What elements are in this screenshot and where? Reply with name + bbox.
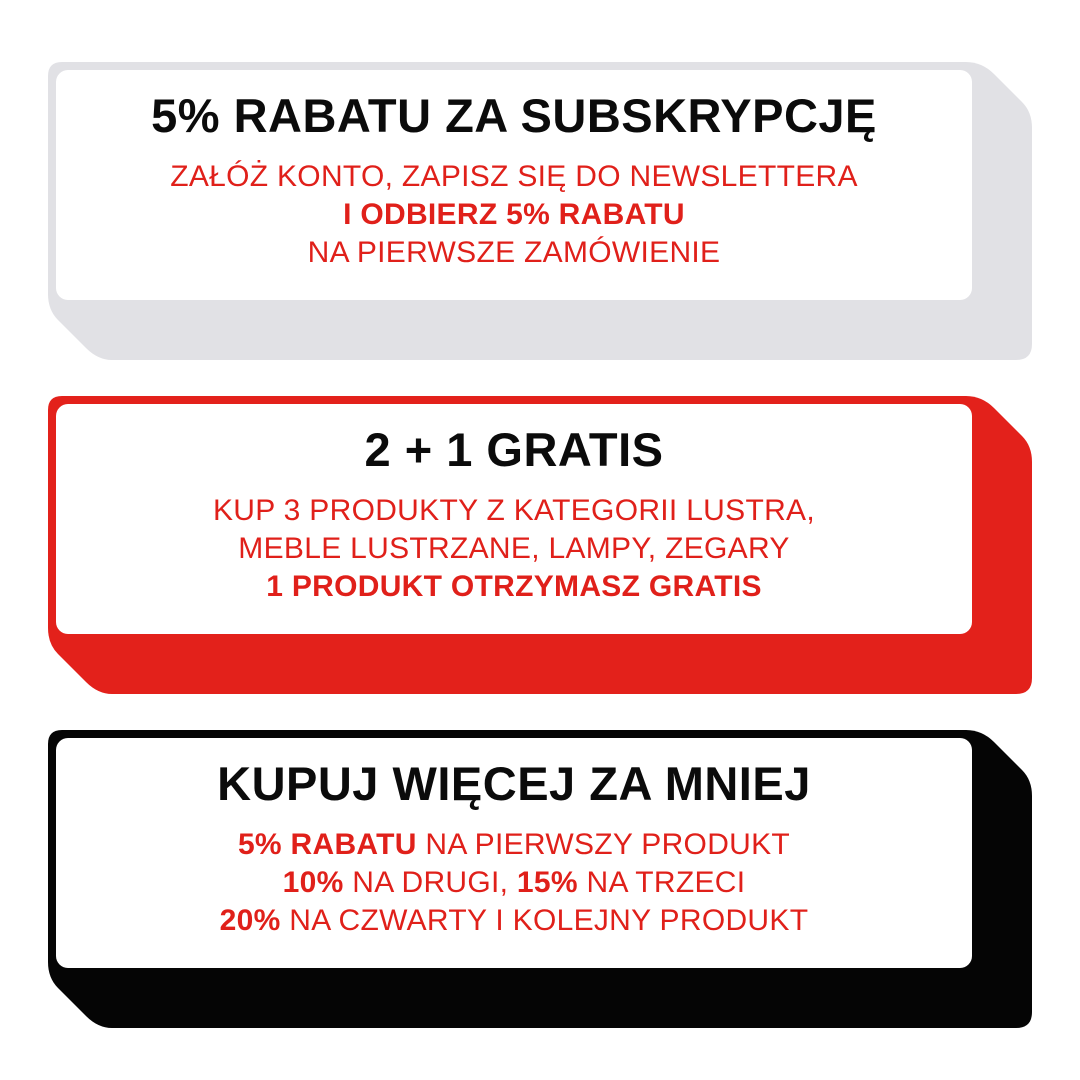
discount-first: 5% RABATU [237,828,417,861]
discount-fourth-text: NA CZWARTY I KOLEJNY PRODUKT [280,904,809,937]
promo-buy-more-line-1 [56,826,972,864]
promo-gratis-line-1: KUP 3 PRODUKTY Z KATEGORII LUSTRA, [213,494,815,527]
promo-gratis-line-2: MEBLE LUSTRZANE, LAMPY, ZEGARY [238,532,790,565]
discount-third: 15% [516,866,578,899]
promo-gratis-title: 2 + 1 GRATIS [364,423,664,476]
promo-subscription-line-2: I ODBIERZ 5% RABATU [343,198,685,231]
discount-fourth: 20% [219,904,281,937]
discount-second: 10% [282,866,344,899]
discount-second-text: NA DRUGI, [343,866,517,899]
promo-subscription [48,62,1032,360]
promo-gratis [48,396,1032,694]
promo-gratis-card [56,404,972,634]
promo-buy-more-title: KUPUJ WIĘCEJ ZA MNIEJ [217,757,811,810]
discount-third-text: NA TRZECI [577,866,746,899]
promo-gratis-line-3: 1 PRODUKT OTRZYMASZ GRATIS [266,570,762,603]
promo-buy-more-line-3 [56,902,972,940]
promo-subscription-line-1: ZAŁÓŻ KONTO, ZAPISZ SIĘ DO NEWSLETTERA [170,160,858,193]
promo-buy-more-line-2 [56,864,972,902]
promo-buy-more [48,730,1032,1028]
promo-buy-more-card [56,738,972,968]
promo-subscription-line-3: NA PIERWSZE ZAMÓWIENIE [307,236,721,269]
discount-first-text: NA PIERWSZY PRODUKT [416,828,791,861]
promo-subscription-card [56,70,972,300]
promo-subscription-title: 5% RABATU ZA SUBSKRYPCJĘ [151,89,877,142]
